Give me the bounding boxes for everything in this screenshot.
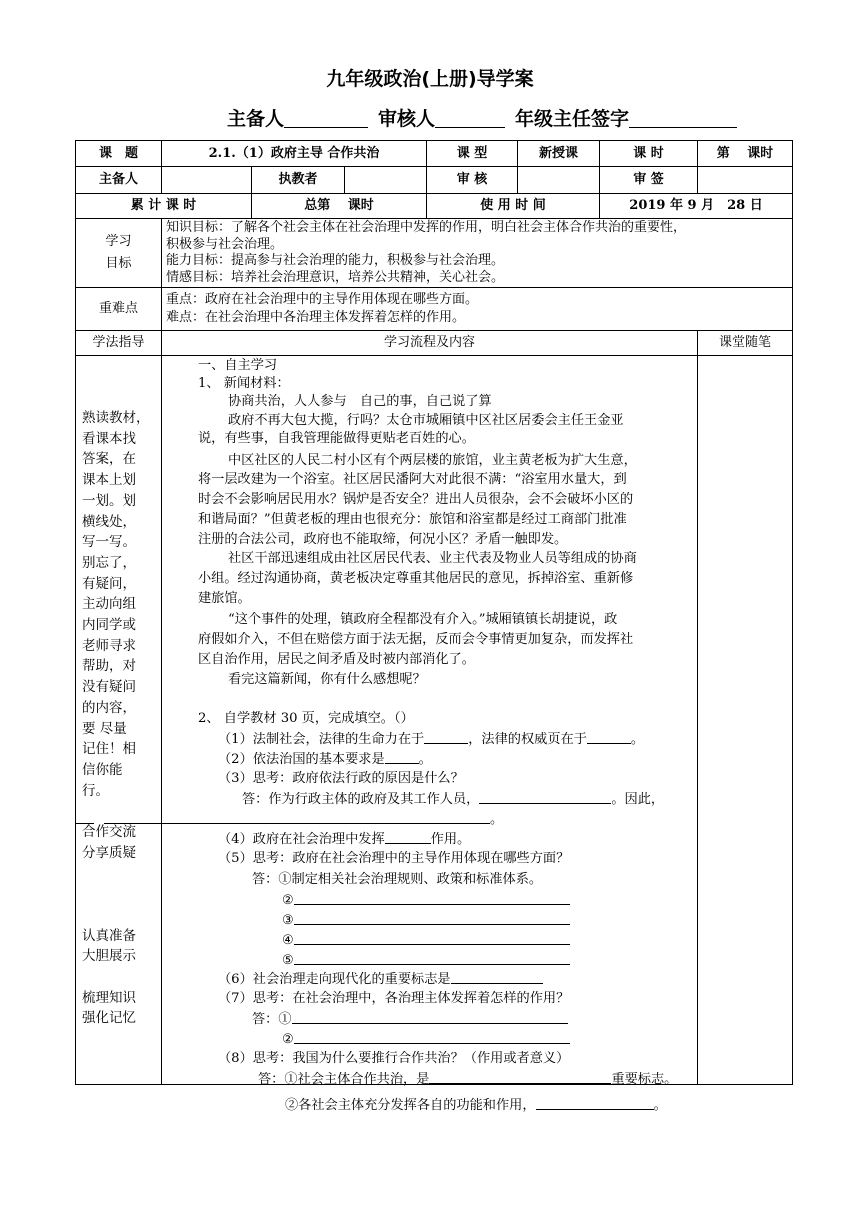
method-guide-line: 梳理知识 [82,989,136,1006]
sign-line [227,104,747,131]
question-8: （8）思考：我国为什么要推行合作共治？（作用或者意义） [218,1051,570,1066]
news-line: 社区干部迅速组成由社区居民代表、业主代表及物业人员等组成的协商 [228,551,637,566]
method-guide-line: 信你能 [82,761,123,778]
answer-7-item-1: 答：① [252,1010,568,1029]
review-value[interactable] [518,167,600,194]
preparer-cell-label: 主备人 [76,167,162,194]
sign-label: 审 签 [600,167,698,194]
cumulative-label: 累 计 课 时 [76,194,252,219]
director-label: 年级主任签字 [515,108,630,130]
reviewer-blank[interactable] [435,107,505,128]
method-guide-line: 课本上划 [82,472,136,489]
type-value: 新授课 [518,141,600,167]
review-label: 审 核 [427,167,518,194]
answer-blank[interactable] [294,911,570,925]
answer-5-item-5: ⑤ [282,951,570,970]
answer-blank[interactable] [424,730,468,744]
method-guide-line: 别忘了， [82,554,136,571]
goals-content [162,219,793,288]
method-column-header: 学法指导 [76,331,162,356]
news-heading: 1、 新闻材料： [198,376,290,391]
page-title: 九年级政治(上册)导学案 [326,68,534,90]
news-line: 小组。经过沟通协商，黄老板决定尊重其他居民的意见，拆掉浴室、重新修 [198,571,634,586]
answer-5-item-4: ④ [282,931,570,950]
method-guide-line: 行。 [82,782,109,799]
news-line: 中区社区的人民二村小区有个两层楼的旅馆，业主黄老板为扩大生意， [228,453,637,468]
news-line: 政府不再大包大揽，行吗？太仓市城厢镇中区社区居委会主任王金亚 [228,413,624,428]
goals-label-2: 目标 [105,256,132,271]
period-value: 第 课时 [698,141,793,167]
goals-label-1: 学习 [105,234,132,249]
answer-blank[interactable] [292,1010,568,1024]
method-guide-cell [76,356,162,1085]
news-line: 府假如介入，不但在赔偿方面于法无据，反而会令事情更加复杂，而发挥社 [198,632,634,647]
news-line: “这个事件的处理，镇政府全程都没有介入。”城厢镇镇长胡捷说，政 [228,612,618,627]
preparer-cell-value[interactable] [162,167,252,194]
section-self-study: 一、自主学习 [198,358,278,373]
news-line: 区自治作用，居民之间矛盾及时被内部消化了。 [198,652,475,667]
question-6: （6）社会治理走向现代化的重要标志是 [218,970,543,989]
preparer-blank[interactable] [284,107,368,128]
method-guide-line: 内同学或 [82,617,136,633]
sign-value[interactable] [698,167,793,194]
method-guide-line: 答案，在 [82,451,136,468]
method-guide-line: 有疑问， [82,575,136,592]
answer-blank[interactable] [294,931,570,945]
method-guide-line: 帮助，对 [82,658,136,675]
lesson-label: 课 题 [76,141,162,167]
method-guide-line: 主动向组 [82,596,136,613]
answer-8-item-2: ②各社会主体充分发挥各自的功能和作用， 。 [285,1098,667,1113]
answer-blank[interactable] [76,810,94,824]
goal-knowledge-2: 积极参与社会治理。 [166,236,284,252]
date-value: 2019 年 9 月 28 日 [600,194,793,219]
method-guide-line: 横线处， [82,513,136,530]
flow-column-header: 学习流程及内容 [162,331,698,356]
director-blank[interactable] [629,107,737,128]
type-label: 课 型 [427,141,518,167]
answer-7-item-2: ② [282,1030,570,1049]
news-line: 注册的合法公司，政府也不能取缔，何况小区？矛盾一触即发。 [198,532,568,547]
answer-5-item-3: ③ [282,911,570,930]
notes-column-header: 课堂随笔 [698,331,793,356]
reviewer-label: 审核人 [378,108,436,130]
answer-blank[interactable] [385,750,419,764]
goal-emotion: 情感目标：培养社会治理意识，培养公共精神，关心社会。 [166,269,505,285]
news-line: 说，有些事，自我管理能做得更贴老百姓的心。 [198,431,475,446]
task-2-heading: 2、 自学教材 30 页，完成填空。（） [198,711,414,726]
executor-value[interactable] [345,167,427,194]
question-7: （7）思考：在社会治理中，各治理主体发挥着怎样的作用？ [218,991,570,1006]
method-guide-line: 的内容， [82,699,136,716]
method-guide-line: 分享质疑 [82,844,136,861]
method-guide-line: 大胆展示 [82,948,136,965]
method-guide-line: 认真准备 [82,927,136,944]
news-line: 时会不会影响居民用水？锅炉是否安全？进出人员很杂，会不会破坏小区的 [198,492,634,507]
news-line: 建旅馆。 [198,591,251,606]
goal-ability: 能力目标：提高参与社会治理的能力，积极参与社会治理。 [166,253,505,268]
answer-3-continued: 。 [76,810,503,829]
answer-5-item-2: ② [282,891,570,910]
total-periods: 总第 课时 [252,194,427,219]
question-5: （5）思考：政府在社会治理中的主导作用体现在哪些方面？ [218,851,570,866]
news-title: 协商共治，人人参与 自己的事，自己说了算 [228,394,492,409]
key-points-content [162,288,793,331]
answer-8-item-1: 答：①社会主体合作共治，是 重要标志。 [258,1072,678,1087]
goal-knowledge-1: 知识目标：了解各个社会主体在社会治理中发挥的作用，明白社会主体合作共治的重要性， [166,220,687,235]
method-guide-line: 看课本找 [82,430,136,447]
lesson-table [75,140,793,1085]
question-4: （4）政府在社会治理中发挥 作用。 [218,832,471,847]
method-guide-line: 写一写。 [82,534,136,551]
goals-label [76,219,162,288]
period-label: 课 时 [600,141,698,167]
answer-blank[interactable] [429,1070,611,1084]
question-1: （1）法制社会，法律的生命力在于 ，法律的权威页在于 。 [218,732,645,747]
method-guide-line: 要 尽量 [82,720,127,737]
answer-blank[interactable] [479,790,611,804]
executor-label: 执教者 [252,167,345,194]
answer-blank[interactable] [385,830,431,844]
answer-5-item-1: 答：①制定相关社会治理规则、政策和标准体系。 [252,872,543,887]
news-line: 和谐局面？”但黄老板的理由也很充分：旅馆和浴室都是经过工商部门批准 [198,512,627,527]
method-guide-line: 强化记忆 [82,1010,136,1027]
answer-blank[interactable] [104,810,490,824]
key-points-label: 重难点 [76,288,162,331]
news-line: 将一层改建为一个浴室。社区居民潘阿大对此很不满：“浴室用水量大，到 [198,472,627,487]
answer-blank[interactable] [451,970,543,984]
answer-blank[interactable] [294,951,570,965]
notes-cell[interactable] [698,356,793,1085]
answer-blank[interactable] [587,730,631,744]
method-guide-line: 一划。划 [82,492,136,509]
answer-blank[interactable] [294,1030,570,1044]
answer-3: 答：作为行政主体的政府及其工作人员， 。因此， [242,792,665,807]
method-guide-line: 没有疑问 [82,679,136,696]
date-label: 使 用 时 间 [427,194,600,219]
question-2: （2）依法治国的基本要求是 。 [218,752,432,767]
method-guide-line: 熟读教材， [82,410,150,426]
key-point: 重点：政府在社会治理中的主导作用体现在哪些方面。 [166,292,479,307]
news-question: 看完这篇新闻，你有什么感想呢？ [228,672,426,687]
method-guide-line: 记住！相 [82,741,136,758]
question-3: （3）思考：政府依法行政的原因是什么？ [218,771,464,786]
preparer-label: 主备人 [227,108,285,130]
method-guide-line: 合作交流 [82,824,136,840]
lesson-value: 2.1.（1）政府主导 合作共治 [162,141,427,167]
answer-blank[interactable] [536,1096,654,1110]
difficult-point: 难点：在社会治理中各治理主体发挥着怎样的作用。 [166,310,466,325]
answer-blank[interactable] [294,891,570,905]
flow-content-cell [162,356,698,1085]
method-guide-line: 老师寻求 [82,637,136,654]
